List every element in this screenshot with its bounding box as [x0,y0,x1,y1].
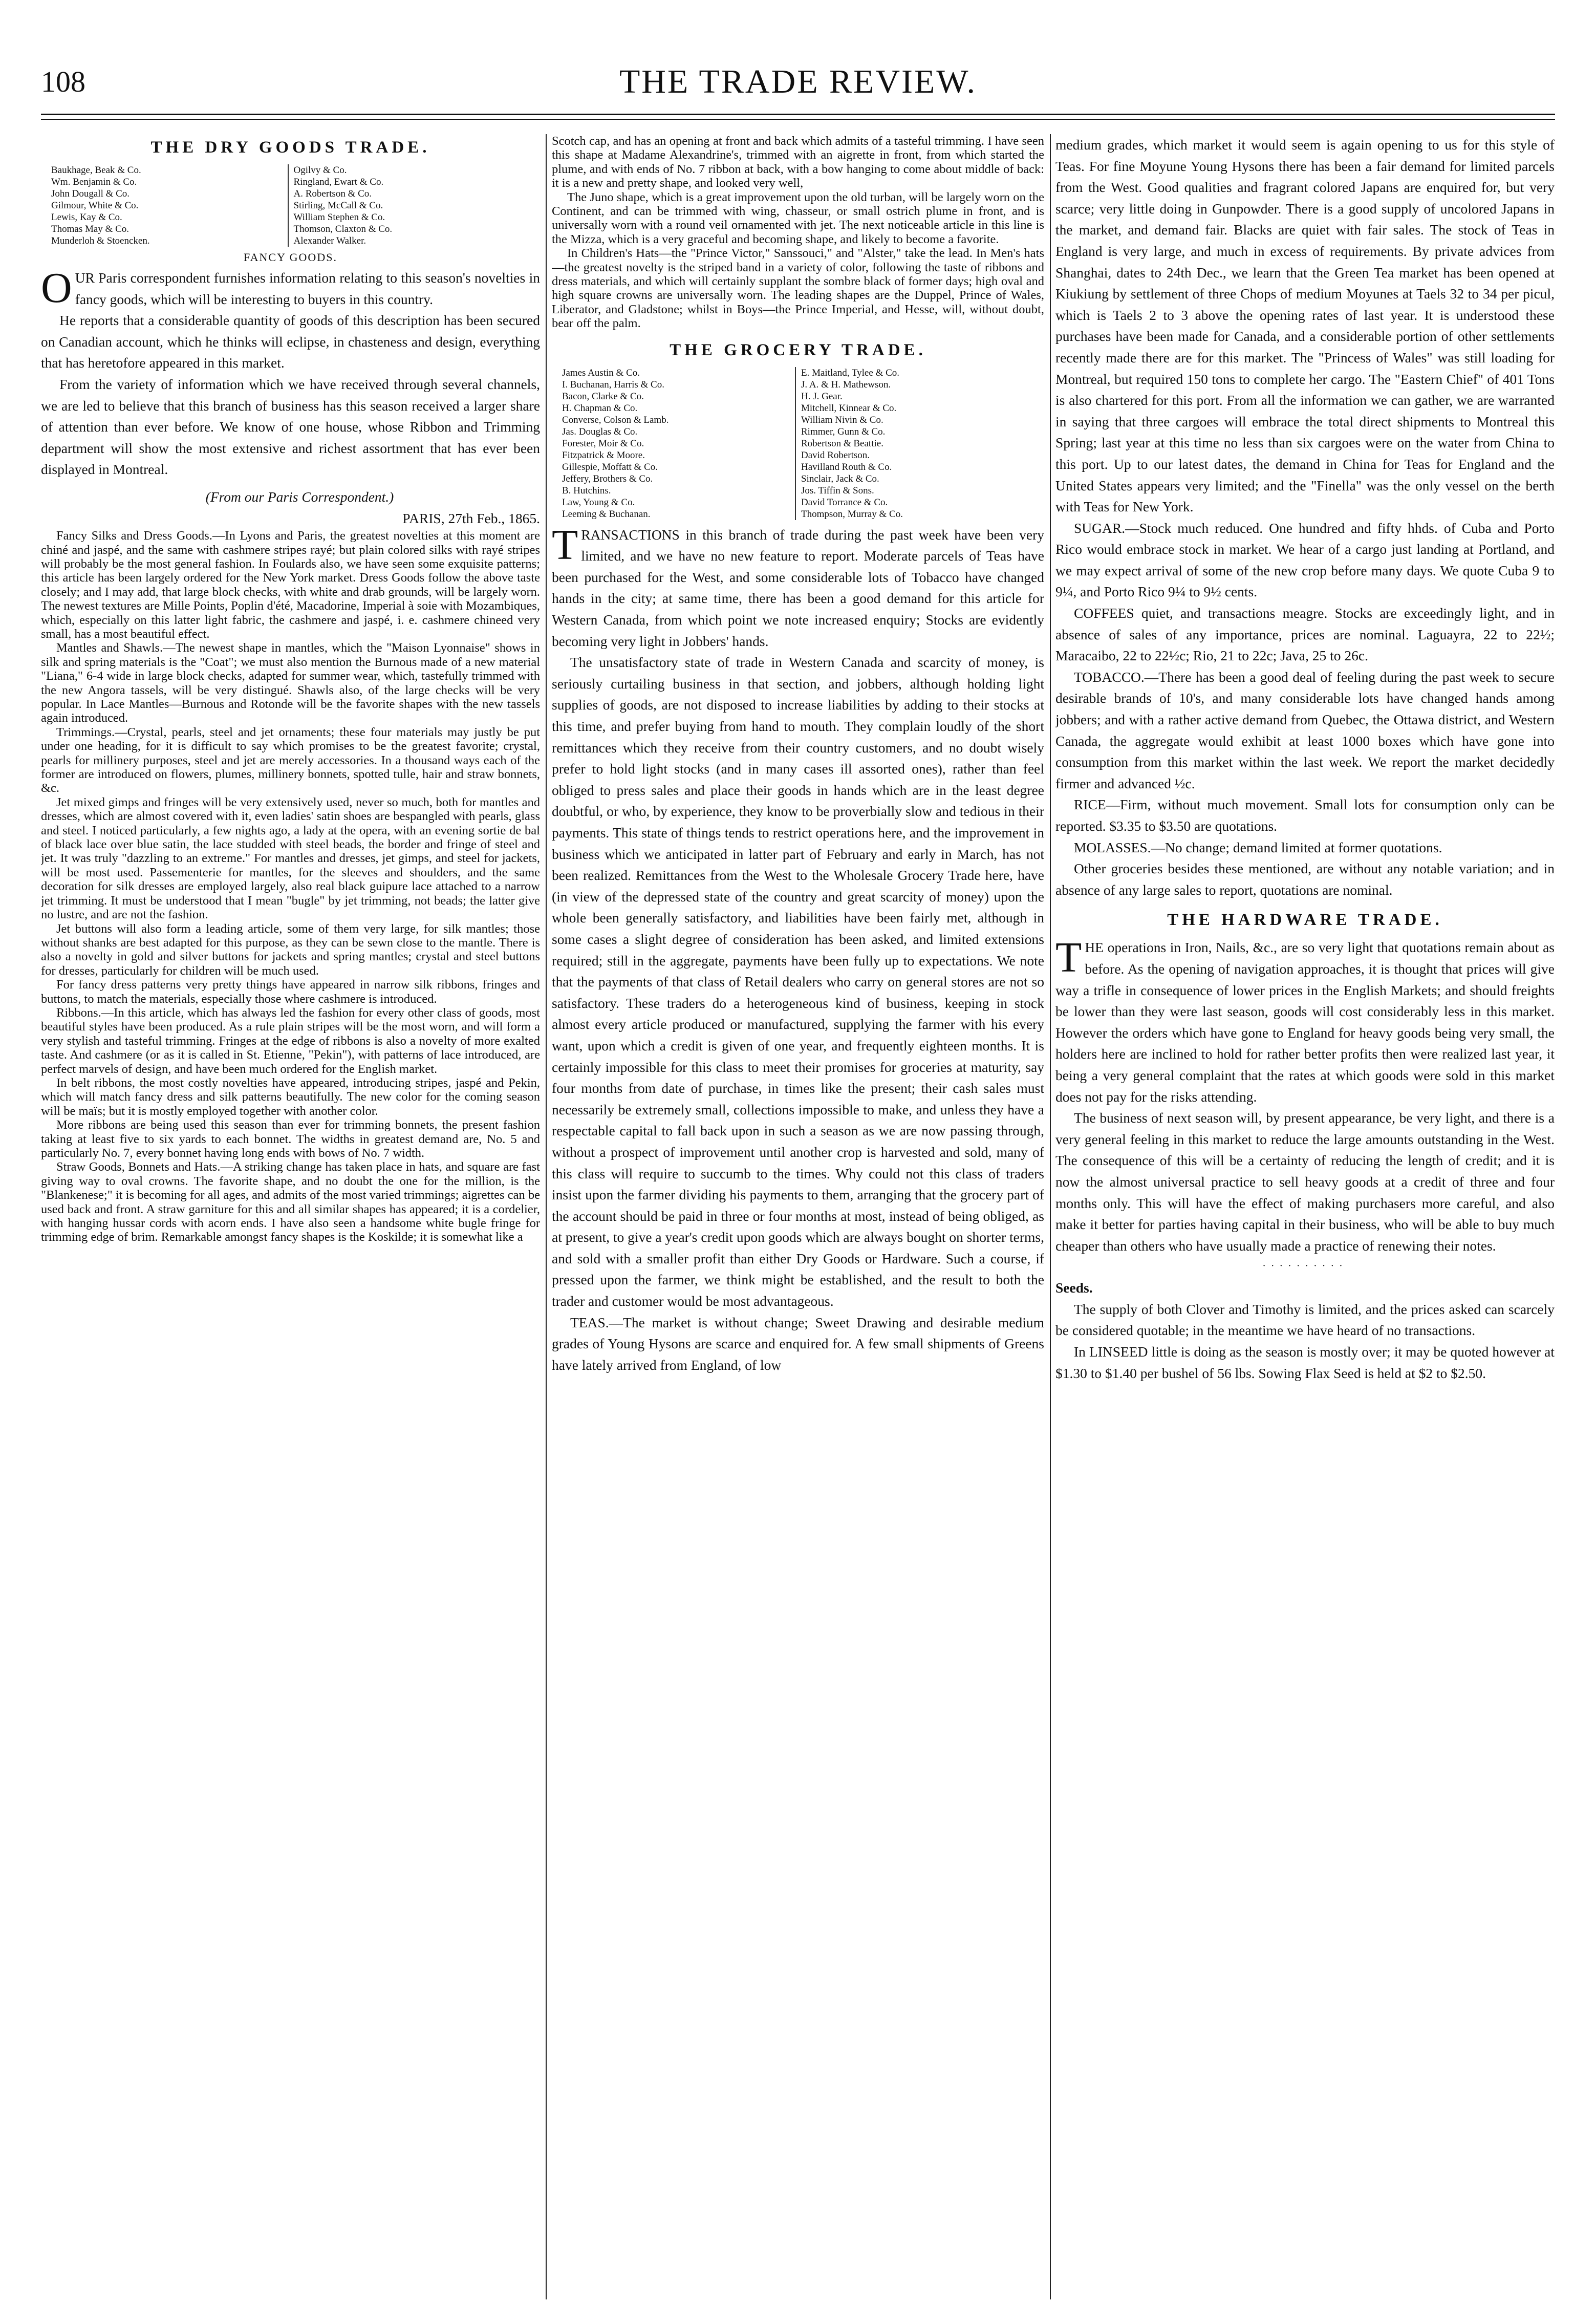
header-rule-thin [41,119,1555,120]
firm-name: Gilmour, White & Co. [51,200,139,211]
firm-name: David Robertson. [801,449,870,461]
article-paragraph: The supply of both Clover and Timothy is limited, and the prices asked can scarcely be considered quotable; in the meantime we have heard of no transactions. [1055,1301,1555,1339]
paragraph-text: UR Paris correspondent furnishes information relating to this season's novelties in fancy goods, which will be interesting to buyers in this country. [75,270,540,307]
drop-cap: T [552,521,578,569]
article-paragraph: The unsatisfactory state of trade in Western Canada and scarcity of money, is seriously curtailing business in that section, and jobbers, although holding light supplies of goods, are not disposed to increase liabilities by adding to their stocks at this time, and prefer buying from hand to mouth. They complain loudly of the short remittances which they receive from their country customers, and no doubt wisely prefer to hold light stocks (and in many cases ill assorted ones), rather than feel obliged to press sales and place their goods in hands which are in the least degree doubtful, or who, by experience, they know to be proverbially slow and tedious in their payments. This state of things tends to restrict operations here, and the improvement in business which we anticipated in latter part of February and early in March, has not been realized. Remittances from the West to the Wholesale Grocery Trade here, have (in view of the depressed state of the country and great scarcity of money) upon the whole been generally satisfactory, and liabilities have been fairly met, although in some cases a slight degree of consideration has been asked, and limited extensions required; still in the aggregate, payments have been fully up to expectations. We note that the payments of that class of Retail dealers who carry on general stores are not so satisfactory. These traders do a heterogeneous kind of business, keeping in stock almost every article produced or manufactured, supplying the farmer with his every want, upon which a credit is given of one year, and frequently eighteen months. It is certainly impossible for this class to meet their promises for groceries at maturity, say four months from date of purchase, in times like the present; their cash sales must necessarily be extremely small, collections impossible to make, and unless they have a respectable capital to fall back upon in such a season as we are now passing through, without a prospect of improvement until another crop is harvested and sold, many of this class will require to succumb to the times. Why could not this class of traders insist upon the farmer dividing his payments to them, arranging that the grocery part of the account should be paid in three or four months at most, instead of being obliged, as at present, to give a year's credit upon goods which are always bought on shorter terms, and sold with a smaller profit than either Dry Goods or Hardware. Such a course, if pressed upon the farmer, we think might be established, and the result to both the trader and customer would be most advantageous. [552,654,1044,1309]
firms-list-right [795,367,1034,520]
article-paragraph: Ribbons.—In this article, which has always led the fashion for every other class of goods, most beautiful styles have been produced. As a rule plain stripes will be the most worn, and will form a very stylish and tasteful trimming. Fringes at the edge of ribbons is also a novelty of more exalted taste. And cashmere (or as it is called in St. Etienne, "Pekin"), with patterns of lace introduced, are perfect marvels of design, and have been much ordered for the English market. [41,1005,540,1076]
firm-name: Thompson, Murray & Co. [801,508,903,520]
header-rule [41,114,1555,115]
page-number: 108 [41,65,85,98]
drop-cap: O [41,264,72,312]
firms-list-left [51,164,288,247]
article-paragraph: The Juno shape, which is a great improvement upon the old turban, will be largely worn on the Continent, and can be trimmed with wing, chasseur, or small ostrich plume in front, and is universally worn with a round veil ornamented with jet. The next noticeable article in this line is the Mizza, which is a very graceful and becoming shape, and likely to become a favorite. [552,190,1044,246]
firm-name: Jos. Tiffin & Sons. [801,485,874,496]
article-paragraph: SUGAR.—Stock much reduced. One hundred and fifty hhds. of Cuba and Porto Rico would embrace stock in market. We hear of a cargo just landing at Portland, and we may expect arrival of some of the new crop before many days. We quote Cuba 9 to 9¼, and Porto Rico 9¼ to 9½ cents. [1055,520,1555,600]
firm-name: B. Hutchins. [562,485,611,496]
firm-name: Jas. Douglas & Co. [562,426,638,437]
firm-name: Converse, Colson & Lamb. [562,414,669,425]
article-paragraph: Jet buttons will also form a leading article, some of them very large, for silk mantles; those without shanks are best adapted for this purpose, as they can be sewn close to the mantle. There is also a novelty in gold and silver buttons for jackets and spring mantles; crystal and steel buttons for dresses, particularly for children will be much used. [41,921,540,978]
article-paragraph: Fancy Silks and Dress Goods.—In Lyons and Paris, the greatest novelties at this moment are chiné and jaspé, and the same with cashmere stripes rayé; but plain colored silks with rayé stripes will probably be the most general fashion. In Foulards also, we have seen some exquisite patterns; this article has been largely ordered for the New York market. Dress Goods follow the above taste closely; and I may add, that large block checks, with white and drab grounds, will be largely worn. The newest textures are Mille Points, Poplin d'été, Macadorine, Imperial à soie with Mozambiques, which, especially on this latter light fabric, the cashmere and jaspé, i. e. cashmere chineed very small, has a most beautiful effect. [41,529,540,641]
dry-goods-heading: THE DRY GOODS TRADE. [150,138,430,157]
grocery-heading: THE GROCERY TRADE. [670,340,926,359]
firm-name: William Stephen & Co. [293,212,385,223]
article-paragraph: Scotch cap, and has an opening at front and back which admits of a tasteful trimming. I have seen this shape at Madame Alexandrine's, trimmed with an aigrette in front, from which started the plume, and with ends of No. 7 ribbon at back, with a bow hanging to come about middle of back: it is a new and pretty shape, and looked very well, [552,134,1044,190]
firm-name: H. Chapman & Co. [562,402,638,414]
article-paragraph: In belt ribbons, the most costly novelties have appeared, introducing stripes, jaspé and Pekin, which will match fancy dress and silk patterns beautifully. The new color for the coming season will be maïs; but it is mostly employed together with another color. [41,1075,540,1118]
firm-name: William Nivin & Co. [801,414,883,425]
firm-name: E. Maitland, Tylee & Co. [801,367,899,378]
article-paragraph: Other groceries besides these mentioned, are without any notable variation; and in absence of any large sales to report, quotations are nominal. [1055,860,1555,898]
paragraph-text: RANSACTIONS in this branch of trade during the past week have been very limited, and we have no new feature to report. Moderate parcels of Teas have been purchased for the West, and some considerable lots of Tobacco have changed hands in the city; at same time, there has been a good demand for this article for Western Canada, from which point we note increased enquiry; Stocks are evidently becoming very light in Jobbers' hands. [552,526,1044,649]
article-paragraph [1055,934,1555,1107]
firm-name: Gillespie, Moffatt & Co. [562,461,658,472]
article-paragraph [552,521,1044,652]
firm-name: Thomson, Claxton & Co. [293,224,393,234]
firm-name: J. A. & H. Mathewson. [801,379,891,390]
column-divider [546,134,547,2299]
firm-name: Fitzpatrick & Moore. [562,449,645,461]
firm-name: Lewis, Kay & Co. [51,212,122,223]
article-paragraph: Mantles and Shawls.—The newest shape in mantles, which the "Maison Lyonnaise" shows in silk and spring materials is the "Coat"; we must also mention the Burnous made of a new material "Liana," 6-4 wide in large block checks, adapted for summer wear, which, tastefully trimmed with the new Angora tassels, will be very distingué. Shawls also, of the large checks will be very popular. In Lace Mantles—Burnous and Rotonde will be the favorite shapes with the new tassels again introduced. [41,641,540,725]
firm-name: I. Buchanan, Harris & Co. [562,379,664,390]
correspondent-note: (From our Paris Correspondent.) [205,488,394,505]
newspaper-title: THE TRADE REVIEW. [619,63,977,100]
firm-name: Thomas May & Co. [51,224,129,234]
masthead [41,59,1555,115]
paragraph-text: HE operations in Iron, Nails, &c., are so very light that quotations remain about as before. As the opening of navigation approaches, it is thought that prices will give way a trifle in consequence of lower prices in the English Markets; and should freights be lower than they were last season, goods will cost considerably less in this market. However the orders which have gone to England for heavy goods being very small, the holders here are inclined to hold for rather better profits then were realized last year, it being a very general complaint that the rates at which goods were sold in this market does not pay for the risks attending. [1055,939,1555,1105]
firm-name: Havilland Routh & Co. [801,461,892,472]
fancy-goods-subhead: FANCY GOODS. [244,251,337,264]
article-paragraph: He reports that a considerable quantity of goods of this description has been secured on Canadian account, which he thinks will eclipse, in chasteness and design, everything that has heretofore appeared in this market. [41,312,540,371]
firms-list-right [288,164,530,247]
firm-name: Alexander Walker. [293,235,366,246]
dateline: PARIS, 27th Feb., 1865. [402,510,540,526]
article-paragraph: COFFEES quiet, and transactions meagre. Stocks are exceedingly light, and in absence of sales of any importance, prices are nominal. Laguayra, 22 to 22½; Maracaibo, 22 to 22½c; Rio, 21 to 22c; Java, 25 to 26c. [1055,605,1555,664]
firm-name: Baukhage, Beak & Co. [51,165,141,176]
column-3 [1055,134,1555,2284]
firm-name: Wm. Benjamin & Co. [51,177,137,187]
firm-name: Rimmer, Gunn & Co. [801,426,886,437]
firm-name: Leeming & Buchanan. [562,508,651,520]
firm-name: James Austin & Co. [562,367,640,378]
article-paragraph: For fancy dress patterns very pretty things have appeared in narrow silk ribbons, fringes and buttons, to match the materials, especially those where cashmere is introduced. [41,978,540,1006]
article-paragraph: From the variety of information which we have received through several channels, we are led to believe that this branch of business has this season received a larger share of attention than ever before. We know of one house, whose Ribbon and Trimming department will show the most extensive and richest assortment that has ever been displayed in Montreal. [41,376,540,478]
firm-name: Forester, Moir & Co. [562,438,644,449]
dry-goods-firms [51,164,530,247]
firm-name: Munderloh & Stoencken. [51,235,150,246]
article-paragraph: TOBACCO.—There has been a good deal of feeling during the past week to secure desirable brands of 10's, and many considerable lots have changed hands among jobbers; and with a rather active demand from Quebec, the Ottawa district, and Western Canada, the aggregate would exhibit at least 1000 boxes which have gone into consumption from this market within the last week. We report the market decidedly firmer and advanced ½c. [1055,669,1555,791]
article-paragraph: In Children's Hats—the "Prince Victor," Sanssouci," and "Alster," take the lead. In Men's hats—the greatest novelty is the striped band in a variety of color, following the taste of ribbons and dress materials, and which will certainly supplant the sombre black of former days; high oval and high square crowns are universally worn. The leading shapes are the Duppel, Prince of Wales, Liberator, and Gladstone; whilst in Boys—the Prince Imperial, and Hesse, will, without doubt, bear off the palm. [552,246,1044,331]
article-paragraph [41,264,540,312]
article-paragraph: MOLASSES.—No change; demand limited at former quotations. [1074,839,1442,855]
firms-list-left [562,367,795,520]
firm-name: Law, Young & Co. [562,497,635,508]
article-paragraph: TEAS.—The market is without change; Sweet Drawing and desirable medium grades of Young Hysons are scarce and enquired for. A few small shipments of Greens have lately arrived from England, of low [552,1314,1044,1373]
firm-name: Robertson & Beattie. [801,438,883,449]
firm-name: Mitchell, Kinnear & Co. [801,402,897,414]
firm-name: Ogilvy & Co. [293,165,347,176]
article-paragraph: medium grades, which market it would seem is again opening to us for this style of Teas. For fine Moyune Young Hysons there has been a fair demand for limited parcels from the West. Good qualities and fragrant colored Japans are enquired for, but very scarce; very little doing in Gunpowder. There is a good supply of uncolored Japans in the market, and demand fair. Blacks are quiet with fair sales. The stock of Teas in England is very large, and much in excess of requirements. By private advices from Shanghai, dates to 24th Dec., we learn that the Green Tea market has been opened at Kiukiung by settlement of three Chops of medium Moyunes at Taels 32 to 34 per picul, which is Taels 2 to 3 above the opening rates of last year. It is understood these purchases have been made for Canada, and a considerable portion of other settlements recently made there are for this market. The "Princess of Wales" was still loading for Montreal, but required 150 tons to complete her cargo. The "Eastern Chief" of 401 Tons is also chartered for this port. From all the information we can gather, we are warranted in saying that three cargoes will embrace the total direct shipments to Montreal this Spring; last year at this time no less than six cargoes were on the water from China to this port. Up to our latest dates, the demand in China for Teas for England and the United States appears very limited; and the "Finella" was the only vessel on the berth with Teas for New York. [1055,137,1555,515]
seeds-heading: Seeds. [1055,1280,1093,1296]
firm-name: Ringland, Ewart & Co. [293,177,384,187]
firm-name: Jeffery, Brothers & Co. [562,473,653,484]
grocery-firms [562,367,1034,520]
article-paragraph: In LINSEED little is doing as the season is mostly over; it may be quoted however at $1.30 to $1.40 per bushel of 56 lbs. Sowing Flax Seed is held at $2 to $2.50. [1055,1344,1555,1381]
firm-name: H. J. Gear. [801,391,843,402]
article-paragraph: The business of next season will, by present appearance, be very light, and there is a very general feeling in this market to reduce the large amounts outstanding in the West. The consequence of this will be a certainty of reducing the length of credit; and it is now the almost universal practice to sell heavy goods at a credit of three and four months only. This will have the effect of making purchasers more careful, and also make it better for parties having capital in their business, who will be able to buy much cheaper than others who have usually made a practice of renewing their notes. [1055,1110,1555,1254]
firm-name: John Dougall & Co. [51,188,130,199]
column-1 [41,134,540,2284]
article-paragraph: Trimmings.—Crystal, pearls, steel and jet ornaments; these four materials may justly be put under one heading, for it is difficult to say which promises to be the greatest favorite; crystal, pearls for millinery purposes, steel and jet are merely accessories. In a thousand ways each of the former are introduced on flowers, plumes, millinery bonnets, spotted tulle, hair and straw bonnets, &c. [41,725,540,795]
firm-name: Sinclair, Jack & Co. [801,473,879,484]
section-separator: ·········· [1262,1260,1348,1272]
firm-name: Stirling, McCall & Co. [293,200,383,211]
firm-name: A. Robertson & Co. [293,188,372,199]
firm-name: Bacon, Clarke & Co. [562,391,644,402]
hardware-heading: THE HARDWARE TRADE. [1167,911,1443,930]
article-paragraph: Jet mixed gimps and fringes will be very extensively used, never so much, both for mantles and dresses, which are almost covered with it, even ladies' satin shoes are bespangled with pearls, glass and steel. I noticed particularly, a few nights ago, a lady at the opera, with an evening sortie de bal of black lace over blue satin, the lace studded with steel beads, the border and fringe of steel and jet. It was truly "dazzling to an extreme." For mantles and dresses, jet gimps, and steel for jackets, will be most used. Passementerie for mantles, for the sleeves and shoulders, and the same decoration for silk dresses are employed largely, also real black guipure lace attached to a narrow jet trimming. It must be understood that I mean "bugle" by jet trimming, not beads; the latter give no lustre, and are not the fashion. [41,795,540,922]
firm-name: David Torrance & Co. [801,497,888,508]
column-divider [1050,134,1051,2299]
drop-cap: T [1055,934,1082,982]
column-2 [552,134,1044,2284]
article-paragraph: Straw Goods, Bonnets and Hats.—A striking change has taken place in hats, and square are fast giving way to oval crowns. The favorite shape, and no doubt the one for the million, is the "Blankenese;" it is becoming for all ages, and admits of the most varied trimmings; aigrettes can be used back and front. A straw garniture for this and all similar shapes has appeared; it is a cordelier, with hanging hussar cords with acorn ends. I have also seen a handsome white bugle fringe for trimming edge of brim. Remarkable amongst fancy shapes is the Koskilde; it is somewhat like a [41,1160,540,1244]
article-paragraph: RICE—Firm, without much movement. Small lots for consumption only can be reported. $3.35 to $3.50 are quotations. [1055,797,1555,834]
article-paragraph: More ribbons are being used this season than ever for trimming bonnets, the present fashion taking at least five to six yards to each bonnet. The widths in greatest demand are, No. 5 and particularly No. 7, every bonnet having long ends with bows of No. 7 width. [41,1118,540,1160]
